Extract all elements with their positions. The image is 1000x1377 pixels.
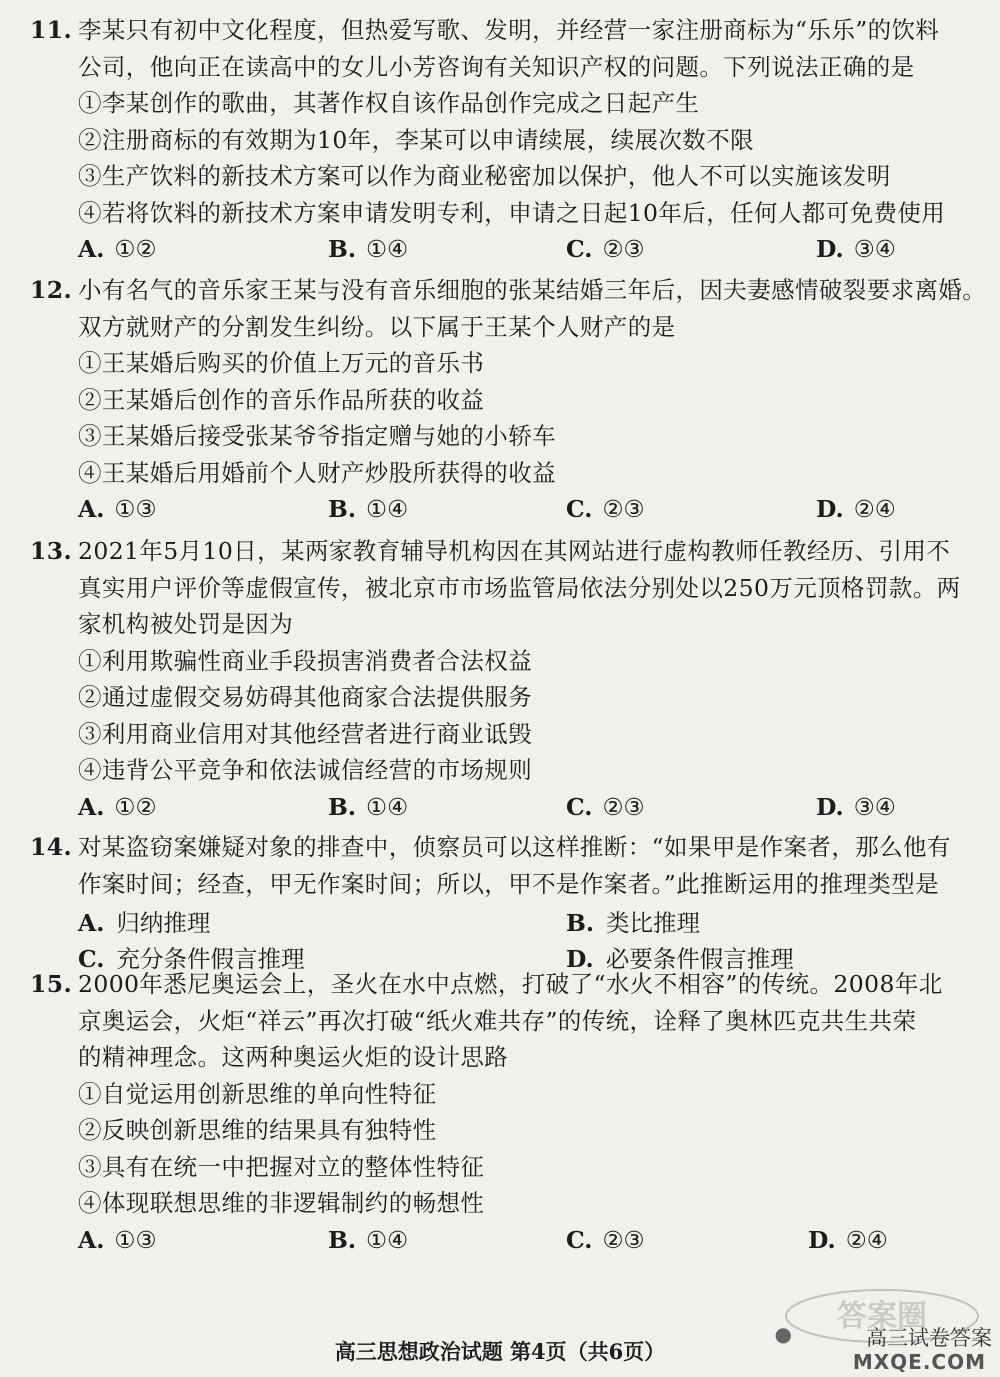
option-d[interactable]: D. ②④ — [808, 1225, 888, 1254]
statement-2: ②王某婚后创作的音乐作品所获的收益 — [78, 385, 485, 414]
option-c[interactable]: C. ②③ — [566, 495, 645, 523]
option-d[interactable]: D. ③④ — [816, 792, 896, 821]
statement-1: ①李某创作的歌曲，其著作权自该作品创作完成之日起产生 — [78, 89, 700, 117]
question-13 — [30, 533, 982, 825]
option-b[interactable]: B. ①④ — [328, 495, 409, 523]
question-number: 15. — [30, 970, 73, 998]
statement-1: ①利用欺骗性商业手段损害消费者合法权益 — [78, 646, 533, 675]
question-stem: 对某盗窃案嫌疑对象的排查中，侦察员可以这样推断：“如果甲是作案者，那么他有 — [78, 833, 951, 861]
option-a[interactable]: A. 归纳推理 — [78, 909, 211, 937]
wechat-icon: ● — [774, 1322, 792, 1346]
question-stem: 小有名气的音乐家王某与没有音乐细胞的张某结婚三年后，因夫妻感情破裂要求离婚。 — [78, 276, 987, 304]
statement-3: ③具有在统一中把握对立的整体性特征 — [78, 1152, 485, 1181]
svg-text:答案圈: 答案圈 — [837, 1299, 927, 1334]
question-number: 13. — [30, 537, 73, 565]
statement-2: ②通过虚假交易妨碍其他商家合法提供服务 — [78, 683, 533, 711]
option-d[interactable]: D. 必要条件假言推理 — [566, 945, 794, 973]
answer-options — [78, 789, 982, 825]
question-stem: 公司，他向正在读高中的女儿小芳咨询有关知识产权的问题。下列说法正确的是 — [78, 52, 915, 81]
question-stem: 家机构被处罚是因为 — [78, 610, 294, 638]
question-stem: 的精神理念。这两种奥运火炬的设计思路 — [78, 1043, 509, 1071]
option-a[interactable]: A. ①③ — [78, 495, 157, 523]
answer-options — [78, 491, 982, 527]
question-stem: 真实用户评价等虚假宣传，被北京市市场监管局依法分别处以250万元顶格罚款。两 — [78, 573, 961, 602]
statement-3: ③生产饮料的新技术方案可以作为商业秘密加以保护，他人不可以实施该发明 — [78, 162, 891, 190]
option-a[interactable]: A. ①② — [78, 792, 157, 821]
statement-2: ②注册商标的有效期为10年，李某可以申请续展，续展次数不限 — [78, 125, 755, 154]
option-b[interactable]: B. ①④ — [328, 792, 409, 821]
answer-options — [78, 902, 982, 938]
watermark-text: 高三试卷答案 — [866, 1326, 992, 1350]
question-number: 12. — [30, 276, 73, 304]
statement-3: ③利用商业信用对其他经营者进行商业诋毁 — [78, 719, 533, 748]
statement-4: ④若将饮料的新技术方案申请发明专利，申请之日起10年后，任何人都可免费使用 — [78, 198, 946, 227]
answer-options — [78, 231, 982, 267]
option-a[interactable]: A. ①③ — [78, 1225, 157, 1254]
option-b[interactable]: B. ①④ — [328, 1225, 409, 1254]
watermark-site: MXQE.COM — [852, 1350, 986, 1374]
option-a[interactable]: A. ①② — [78, 235, 157, 263]
statement-3: ③王某婚后接受张某爷爷指定赠与她的小轿车 — [78, 422, 556, 450]
option-b[interactable]: B. ①④ — [328, 235, 409, 263]
statement-1: ①自觉运用创新思维的单向性特征 — [78, 1079, 437, 1108]
statement-2: ②反映创新思维的结果具有独特性 — [78, 1116, 437, 1144]
question-stem: 京奥运会，火炬“祥云”再次打破“纸火难共存”的传统，诠释了奥林匹克共生共荣 — [78, 1006, 917, 1035]
option-c[interactable]: C. ②③ — [566, 235, 645, 263]
answer-options — [78, 1222, 982, 1258]
question-14 — [30, 829, 982, 974]
option-c[interactable]: C. 充分条件假言推理 — [78, 945, 305, 973]
page-footer: 高三思想政治试题 第4页（共6页） — [334, 1339, 666, 1364]
statement-4: ④王某婚后用婚前个人财产炒股所获得的收益 — [78, 458, 556, 487]
option-d[interactable]: D. ②④ — [816, 495, 896, 523]
question-15 — [30, 966, 982, 1258]
option-c[interactable]: C. ②③ — [566, 1225, 645, 1254]
question-12 — [30, 272, 987, 527]
option-c[interactable]: C. ②③ — [566, 792, 645, 821]
statement-4: ④体现联想思维的非逻辑制约的畅想性 — [78, 1189, 485, 1217]
question-stem: 2000年悉尼奥运会上，圣火在水中点燃，打破了“水火不相容”的传统。2008年北 — [78, 970, 943, 998]
question-stem: 李某只有初中文化程度，但热爱写歌、发明，并经营一家注册商标为“乐乐”的饮料 — [78, 16, 940, 44]
question-number: 14. — [30, 833, 73, 861]
option-d[interactable]: D. ③④ — [816, 235, 896, 263]
question-11 — [30, 12, 982, 267]
question-stem: 双方就财产的分割发生纠纷。以下属于王某个人财产的是 — [78, 312, 676, 341]
question-stem: 作案时间；经查，甲无作案时间；所以，甲不是作案者。”此推断运用的推理类型是 — [78, 869, 940, 898]
option-b[interactable]: B. 类比推理 — [566, 909, 701, 937]
statement-4: ④违背公平竞争和依法诚信经营的市场规则 — [78, 756, 533, 784]
question-number: 11. — [30, 16, 73, 44]
statement-1: ①王某婚后购买的价值上万元的音乐书 — [78, 349, 485, 377]
question-stem: 2021年5月10日，某两家教育辅导机构因在其网站进行虚构教师任教经历、引用不 — [78, 537, 951, 565]
